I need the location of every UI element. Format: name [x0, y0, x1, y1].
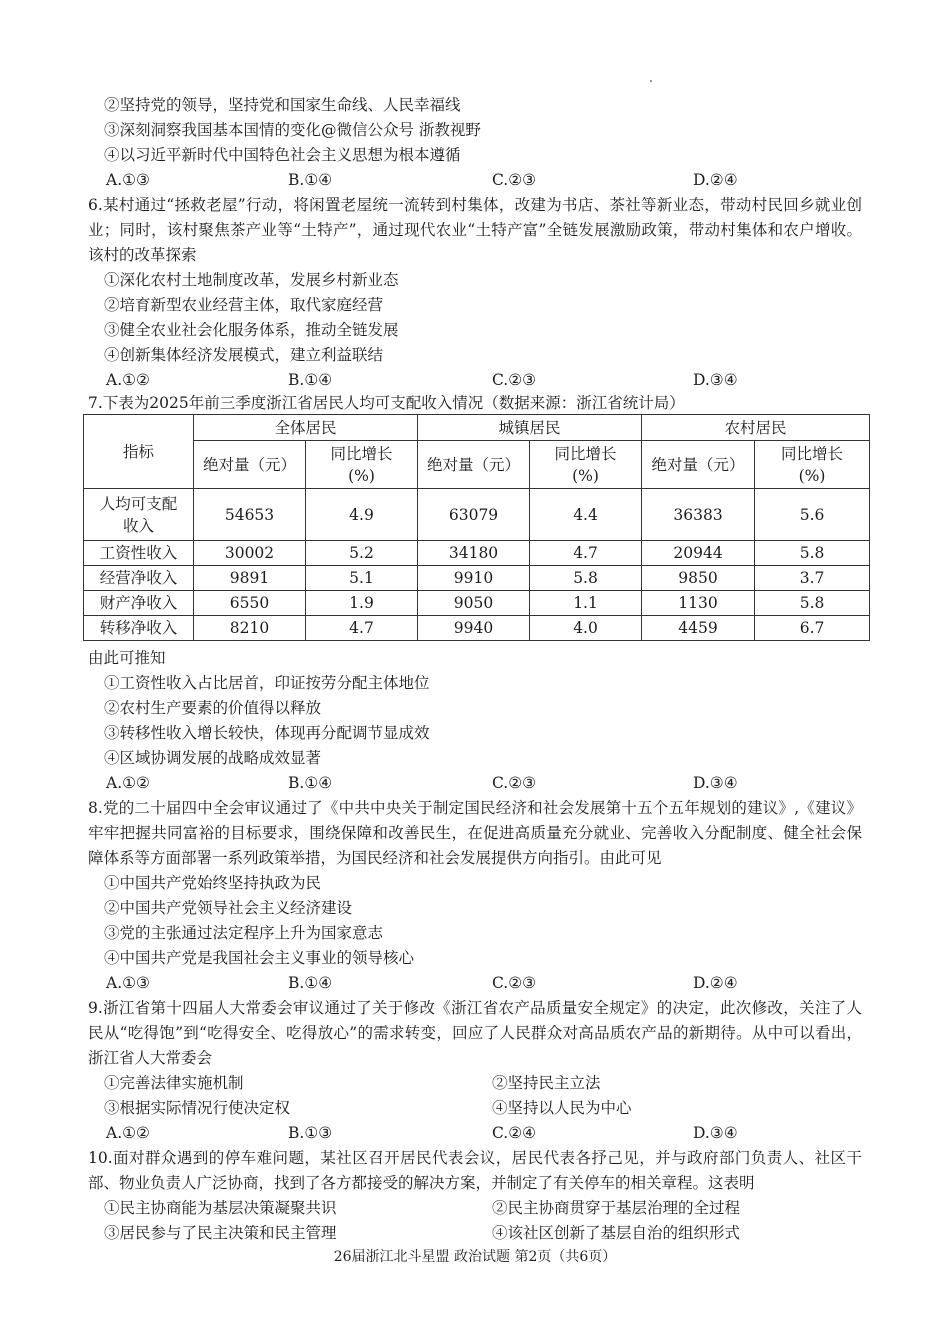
- q9-item-1: ①完善法律实施机制: [104, 1074, 244, 1092]
- q10-item-2: ②民主协商贯穿于基层治理的全过程: [492, 1199, 741, 1217]
- sub-header-growth-label: 同比增长: [330, 444, 393, 463]
- income-table: [83, 414, 870, 641]
- row-label-line-1: 人均可支配: [99, 494, 178, 513]
- table-cell: 63079: [418, 489, 530, 541]
- group-header-urban: 城镇居民: [418, 415, 642, 441]
- q10-stem: 10.面对群众遇到的停车难问题，某社区召开居民代表会议，居民代表各抒己见，并与政府部门负责人、社区干部、物业负责人广泛协商，找到了各方都接受的解决方案，并制定了有关停车的相关章程。这表明: [88, 1149, 862, 1192]
- sub-header-growth-unit: (%): [572, 466, 599, 485]
- table-cell: 36383: [642, 489, 755, 541]
- q5-item-2: ②坚持党的领导，坚持党和国家生命线、人民幸福线: [104, 96, 461, 114]
- table-row: [84, 541, 870, 566]
- q7-item-1: ①工资性收入占比居首，印证按劳分配主体地位: [104, 674, 430, 692]
- sub-header-growth: [306, 441, 418, 489]
- q10-item-4: ④该社区创新了基层自治的组织形式: [492, 1224, 741, 1242]
- q9-option-c: C.②④: [492, 1124, 537, 1142]
- table-cell: 5.8: [755, 591, 870, 616]
- table-row: [84, 591, 870, 616]
- q5-option-d: D.②④: [693, 171, 738, 189]
- table-cell: 54653: [194, 489, 306, 541]
- sub-header-growth: [530, 441, 642, 489]
- table-cell: 4.0: [530, 616, 642, 641]
- row-label: 转移净收入: [84, 616, 194, 641]
- q6-stem: 6.某村通过“拯救老屋”行动，将闲置老屋统一流转到村集体，改建为书店、茶社等新业态，带动村民回乡就业创业；同时，该村聚焦茶产业等“土特产”，通过现代农业“土特产富”全链发展激励政策，带动村集体和农户增收。该村的改革探索: [88, 196, 862, 264]
- q8-option-d: D.②④: [693, 974, 738, 992]
- table-cell: 5.1: [306, 566, 418, 591]
- table-cell: 30002: [194, 541, 306, 566]
- table-cell: 34180: [418, 541, 530, 566]
- q7-option-d: D.③④: [693, 774, 738, 792]
- q7-item-2: ②农村生产要素的价值得以释放: [104, 699, 322, 717]
- q7-option-c: C.②③: [492, 774, 537, 792]
- table-cell: 9050: [418, 591, 530, 616]
- table-cell: 9940: [418, 616, 530, 641]
- q8-item-1: ①中国共产党始终坚持执政为民: [104, 874, 322, 892]
- q5-option-a: A.①③: [106, 171, 150, 189]
- sub-header-growth-label: 同比增长: [781, 444, 844, 463]
- table-row: [84, 616, 870, 641]
- q6-option-b: B.①④: [288, 371, 333, 389]
- q7-stem: 7.下表为2025年前三季度浙江省居民人均可支配收入情况（数据来源：浙江省统计局）: [88, 394, 685, 412]
- table-cell: 3.7: [755, 566, 870, 591]
- sub-header-growth-unit: (%): [798, 466, 826, 485]
- q10-item-3: ③居民参与了民主决策和民主管理: [104, 1224, 337, 1242]
- q5-option-c: C.②③: [492, 171, 537, 189]
- q9-item-3: ③根据实际情况行使决定权: [104, 1099, 291, 1117]
- table-cell: 5.8: [755, 541, 870, 566]
- q8-option-a: A.①③: [106, 974, 150, 992]
- table-cell: 8210: [194, 616, 306, 641]
- table-cell: 9850: [642, 566, 755, 591]
- row-label: [84, 489, 194, 541]
- q9-stem: 9.浙江省第十四届人大常委会审议通过了关于修改《浙江省农产品质量安全规定》的决定，此次修改，关注了人民从“吃得饱”到“吃得安全、吃得放心”的需求转变，回应了人民群众对高品质农产品的新期待。从中可以看出，浙江省人大常委会: [88, 999, 862, 1067]
- table-cell: 1.1: [530, 591, 642, 616]
- sub-header-abs: 绝对量（元）: [194, 441, 306, 489]
- q6-option-c: C.②③: [492, 371, 537, 389]
- q10-item-1: ①民主协商能为基层决策凝聚共识: [104, 1199, 337, 1217]
- q9-option-d: D.③④: [693, 1124, 738, 1142]
- sub-header-growth: [755, 441, 870, 489]
- row-label: 财产净收入: [84, 591, 194, 616]
- indicator-header: 指标: [84, 415, 194, 489]
- q8-option-b: B.①④: [288, 974, 333, 992]
- q8-item-2: ②中国共产党领导社会主义经济建设: [104, 899, 353, 917]
- q9-option-b: B.①③: [288, 1124, 333, 1142]
- q7-lead: 由此可推知: [88, 649, 166, 667]
- q6-item-4: ④创新集体经济发展模式，建立利益联结: [104, 346, 384, 364]
- table-cell: 5.8: [530, 566, 642, 591]
- table-row: [84, 566, 870, 591]
- table-row: [84, 489, 870, 541]
- sub-header-growth-label: 同比增长: [554, 444, 617, 463]
- q7-item-3: ③转移性收入增长较快，体现再分配调节显成效: [104, 724, 430, 742]
- q5-item-4: ④以习近平新时代中国特色社会主义思想为根本遵循: [104, 146, 461, 164]
- q5-item-3: ③深刻洞察我国基本国情的变化@微信公众号 浙教视野: [104, 121, 481, 139]
- page-footer: 26届浙江北斗星盟 政治试题 第2页（共6页）: [333, 1249, 617, 1265]
- q8-item-4: ④中国共产党是我国社会主义事业的领导核心: [104, 949, 415, 967]
- table-cell: 6.7: [755, 616, 870, 641]
- q6-option-d: D.③④: [693, 371, 738, 389]
- q7-option-a: A.①②: [106, 774, 150, 792]
- table-cell: 6550: [194, 591, 306, 616]
- q9-item-4: ④坚持以人民为中心: [492, 1099, 632, 1117]
- q8-stem: 8.党的二十届四中全会审议通过了《中共中央关于制定国民经济和社会发展第十五个五年规划的建议》,《建议》牢牢把握共同富裕的目标要求，围绕保障和改善民生，在促进高质量充分就业、完善收入分配制度、健全社会保障体系等方面部署一系列政策举措，为国民经济和社会发展提供方向指引。由此可见: [88, 799, 862, 867]
- q5-option-b: B.①④: [288, 171, 333, 189]
- row-label: 工资性收入: [84, 541, 194, 566]
- sub-header-growth-unit: (%): [348, 466, 375, 485]
- q6-item-3: ③健全农业社会化服务体系，推动全链发展: [104, 321, 399, 339]
- group-header-all: 全体居民: [194, 415, 418, 441]
- q7-item-4: ④区域协调发展的战略成效显著: [104, 749, 322, 767]
- table-cell: 4.7: [306, 616, 418, 641]
- q6-option-a: A.①②: [106, 371, 150, 389]
- table-cell: 5.2: [306, 541, 418, 566]
- group-header-rural: 农村居民: [642, 415, 870, 441]
- q8-option-c: C.②③: [492, 974, 537, 992]
- q6-item-1: ①深化农村土地制度改革，发展乡村新业态: [104, 271, 399, 289]
- table-cell: 4.7: [530, 541, 642, 566]
- q9-option-a: A.①②: [106, 1124, 150, 1142]
- row-label: 经营净收入: [84, 566, 194, 591]
- table-cell: 4.9: [306, 489, 418, 541]
- scan-speck: [650, 80, 652, 82]
- table-cell: 1130: [642, 591, 755, 616]
- q7-option-b: B.①④: [288, 774, 333, 792]
- table-cell: 4459: [642, 616, 755, 641]
- table-cell: 1.9: [306, 591, 418, 616]
- table-cell: 4.4: [530, 489, 642, 541]
- table-cell: 9891: [194, 566, 306, 591]
- q8-item-3: ③党的主张通过法定程序上升为国家意志: [104, 924, 384, 942]
- table-cell: 9910: [418, 566, 530, 591]
- q9-item-2: ②坚持民主立法: [492, 1074, 601, 1092]
- sub-header-abs: 绝对量（元）: [642, 441, 755, 489]
- table-cell: 20944: [642, 541, 755, 566]
- sub-header-abs: 绝对量（元）: [418, 441, 530, 489]
- q6-item-2: ②培育新型农业经营主体，取代家庭经营: [104, 296, 384, 314]
- table-cell: 5.6: [755, 489, 870, 541]
- row-label-line-2: 收入: [122, 516, 154, 535]
